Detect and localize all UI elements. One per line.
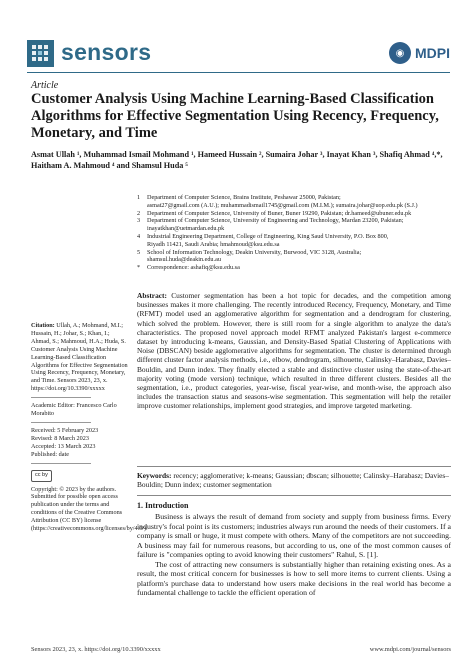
affiliation-text: School of Information Technology, Deakin University, Burwood, VIC 3128, Australia; xyxy=(147,248,362,256)
footer-journal-url[interactable]: www.mdpi.com/journal/sensors xyxy=(369,646,451,653)
published-date: Published: date xyxy=(31,450,69,458)
sidebar-divider xyxy=(31,397,91,398)
affiliation-row xyxy=(137,194,457,202)
affiliation-text: asmat27@gmail.com (A.U.); muhammadismail1745@gmail.com (M.I.M.); sumaira.johar@uop.edu.pk (S.J.) xyxy=(147,201,418,209)
affiliation-text: inayatkhan@uetmardan.edu.pk xyxy=(147,225,225,233)
header-divider xyxy=(27,72,450,73)
received-date: Received: 5 February 2023 xyxy=(31,426,99,434)
affiliation-text: Department of Computer Science, University of Engineering and Technology, Mardan 23200, Pakistan; xyxy=(147,217,404,225)
copyright-notice: Copyright: © 2023 by the authors. Submitted for possible open access publication under the terms and conditions of the Creative Commons Attribution (CC BY) license (https://creativecommons.org/licenses/by/4.0/). xyxy=(31,485,148,533)
citation-block[interactable] xyxy=(31,322,129,393)
introduction-body xyxy=(137,512,451,598)
affiliation-number: 1 xyxy=(137,194,141,201)
revised-date: Revised: 8 March 2023 xyxy=(31,434,89,442)
affiliation-number xyxy=(137,256,147,264)
journal-name[interactable]: sensors xyxy=(61,39,152,65)
affiliation-row xyxy=(137,210,457,218)
affiliation-number: * xyxy=(137,264,141,272)
affiliation-row xyxy=(137,249,457,257)
article-type: Article xyxy=(31,80,59,91)
affiliation-number xyxy=(137,202,147,210)
affiliation-text: Industrial Engineering Department, College of Engineering, King Saud University, P.O. Box 800, xyxy=(147,232,389,240)
keywords-text: recency; agglomerative; k-means; Gaussian; dbscan; silhouette; Calinsky–Harabasz; Davies–Bouldin; Dunn index; customer segmentation xyxy=(137,471,449,490)
keywords-label: Keywords: xyxy=(137,471,172,480)
affiliation-number xyxy=(137,241,147,249)
abstract-label: Abstract: xyxy=(137,291,167,300)
sidebar-divider xyxy=(31,463,91,464)
affiliation-number xyxy=(137,225,147,233)
publisher-logo[interactable] xyxy=(389,42,450,64)
affiliation-row xyxy=(137,241,457,249)
intro-paragraph: Business is always the result of demand from society and supply from business firms. Every industry's focal point is its customers; industries always run around the needs of their customers. If a company is small or huge, it must compete with others. Many of the competitors are not succeeding. A business may fail for numerous reasons, but according to us, one of the most common causes of failure is "companies opting to avoid knowing their customers" Rahul, S. [1]. xyxy=(137,512,451,559)
affiliations xyxy=(137,194,457,272)
abstract-text: Customer segmentation has been a hot topic for decades, and the competition among businesses makes it more challenging. The recently introduced Recency, Frequency, Monetary, and Time (RFMT) model used an agglomerative algorithm for segmentation and a dendrogram for clustering, which solved the problem. However, there is still room for a single algorithm to analyze the data's characteristics. The proposed novel approach model RFMT analyzed Pakistan's largest e-commerce dataset by introducing k-means, Gaussian, and Density-Based Spatial Clustering of Applications with Noise (DBSCAN) beside agglomerative algorithms for segmentation. The cluster is determined through different cluster factor analysis methods, i.e., elbow, dendrogram, silhouette, Calinsky–Harabasz, Davies–Bouldin, and Dunn index. They finally elected a stable and distinctive cluster using the state-of-the-art majority voting (mode version) technique, which resulted in three different clusters. Besides all the segmentation, i.e., product categories, year-wise, fiscal year-wise, and month-wise, the approach also includes the transaction status and seasons-wise segmentation. This segmentation will help the retailer improve customer relationships, implement good strategies, and improve targeted marketing. xyxy=(137,291,451,411)
affiliation-row xyxy=(137,202,457,210)
affiliation-row xyxy=(137,233,457,241)
affiliation-row xyxy=(137,256,457,264)
keywords-divider-top xyxy=(137,466,451,467)
accepted-date: Accepted: 13 March 2023 xyxy=(31,442,96,450)
article-sidebar xyxy=(31,322,148,537)
mdpi-logo-icon: ◉ xyxy=(389,42,411,64)
keywords-divider-bottom xyxy=(137,495,451,496)
affiliation-text: Correspondence: ashafiq@ksu.edu.sa xyxy=(147,264,240,272)
affiliation-text: Department of Computer Science, Brains Institute, Peshawar 25000, Pakistan; xyxy=(147,194,341,201)
intro-paragraph: The cost of attracting new consumers is substantially higher than retaining existing ones. As a result, the most critical concern for businesses is how to sell more items to current clients. Using a platform's purchase data to understand how users make decisions in the real world has become a fundamental challenge to tackle the efficient operation of xyxy=(137,559,451,597)
author-list: Asmat Ullah ¹, Muhammad Ismail Mohmand ¹, Hameed Hussain ², Sumaira Johar ³, Inayat Khan ³, Shafiq Ahmad ⁴,*, Haitham A. Mahmoud ⁴ and Shamsul Huda ⁵ xyxy=(31,150,443,170)
affiliation-text: Riyadh 11421, Saudi Arabia; hmahmoud@ksu.edu.sa xyxy=(147,240,280,248)
paper-title: Customer Analysis Using Machine Learning-Based Classification Algorithms for Effective Segmentation Using Recency, Frequency, Monetary, and Time xyxy=(31,91,439,141)
academic-editor: Academic Editor: Francesco Carlo Morabito xyxy=(31,402,117,418)
cc-license-icon[interactable]: cc by xyxy=(31,470,52,482)
sidebar-divider xyxy=(31,422,91,423)
affiliation-row xyxy=(137,225,457,233)
affiliation-number: 5 xyxy=(137,248,141,256)
affiliation-text: Department of Computer Science, University of Buner, Buner 19290, Pakistan; dr.hameed@ubuner.edu.pk xyxy=(147,209,412,217)
footer-citation[interactable]: Sensors 2023, 23, x. https://doi.org/10.3390/xxxxx xyxy=(31,646,161,653)
journal-logo-icon xyxy=(27,40,54,67)
abstract xyxy=(137,291,451,411)
affiliation-row xyxy=(137,264,457,272)
citation-text: Ullah, A.; Mohmand, M.I.; Hussain, H.; Johar, S.; Khan, I.; Ahmad, S.; Mahmoud, H.A.; Huda, S. Customer Analysis Using Machine Learning-Based Classification Algorithms for Effective Segmentation Using Recency, Frequency, Monetary, and Time. Sensors 2023, 23, x. https://doi.org/10.3390/xxxxx xyxy=(31,322,128,393)
affiliation-number: 4 xyxy=(137,232,141,240)
affiliation-row xyxy=(137,217,457,225)
publisher-name: MDPI xyxy=(415,45,450,61)
page-footer xyxy=(31,646,451,653)
affiliation-number: 2 xyxy=(137,209,141,217)
affiliation-number: 3 xyxy=(137,217,141,225)
citation-label: Citation: xyxy=(31,322,55,329)
affiliation-text: shamsul.huda@deakin.edu.au xyxy=(147,256,221,264)
keywords xyxy=(137,471,451,489)
section-heading: 1. Introduction xyxy=(137,501,189,510)
